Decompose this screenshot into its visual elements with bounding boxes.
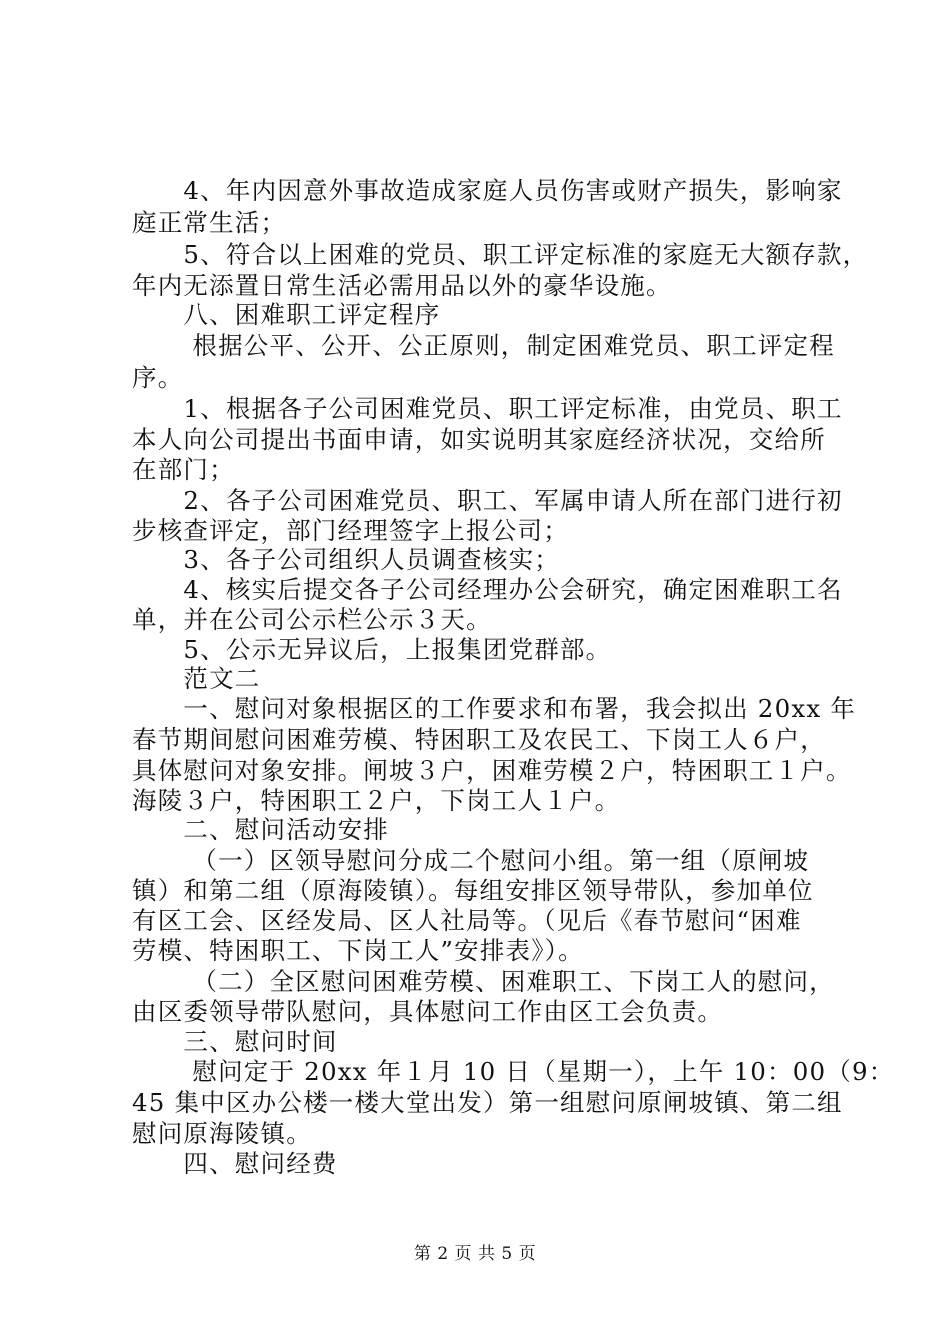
text-line: 庭正常生活；: [132, 208, 287, 237]
text-line: 序。: [132, 363, 184, 392]
section-heading: 二、慰问活动安排: [132, 815, 389, 844]
text-line: 4、核实后提交各子公司经理办公会研究，确定困难职工名: [132, 575, 843, 604]
text-line: 45 集中区办公楼一楼大堂出发）第一组慰问原闸坡镇、第二组: [132, 1088, 843, 1117]
section-heading: 范文二: [132, 664, 261, 693]
text-line: 3、各子公司组织人员调查核实；: [132, 545, 560, 574]
text-line: 在部门；: [132, 455, 235, 484]
text-line: 根据公平、公开、公正原则，制定困难党员、职工评定程: [132, 331, 835, 360]
text-line: 5、符合以上困难的党员、职工评定标准的家庭无大额存款，: [132, 240, 869, 269]
text-line: （二）全区慰问困难劳模、困难职工、下岗工人的慰问，: [132, 967, 835, 996]
text-line: 5、公示无异议后，上报集团党群部。: [132, 635, 612, 664]
text-line: 2、各子公司困难党员、职工、军属申请人所在部门进行初: [132, 486, 843, 515]
text-line: 1、根据各子公司困难党员、职工评定标准，由党员、职工: [132, 394, 843, 423]
text-line: 本人向公司提出书面申请，如实说明其家庭经济状况，交给所: [132, 425, 826, 454]
text-line: 单，并在公司公示栏公示３天。: [132, 605, 492, 634]
text-line: 步核查评定，部门经理签字上报公司；: [132, 516, 569, 545]
page-number-footer: 第 2 页 共 5 页: [413, 1244, 537, 1264]
section-heading: 四、慰问经费: [132, 1149, 338, 1178]
text-line: （一）区领导慰问分成二个慰问小组。第一组（原闸坡: [132, 846, 810, 875]
text-line: 4、年内因意外事故造成家庭人员伤害或财产损失，影响家: [132, 176, 843, 205]
text-line: 具体慰问对象安排。闸坡３户，困难劳模２户，特困职工１户。: [132, 756, 852, 785]
text-line: 慰问原海陵镇。: [132, 1119, 312, 1148]
section-heading: 八、困难职工评定程序: [132, 300, 441, 329]
text-line: 有区工会、区经发局、区人社局等。（见后《春节慰问“困难: [132, 906, 802, 935]
text-line: 年内无添置日常生活必需用品以外的豪华设施。: [132, 271, 672, 300]
text-line: 由区委领导带队慰问，具体慰问工作由区工会负责。: [132, 997, 724, 1026]
text-line: 劳模、特困职工、下岗工人”安排表》）。: [132, 936, 584, 965]
text-line: 海陵３户，特困职工２户，下岗工人１户。: [132, 786, 621, 815]
text-line: 镇）和第二组（原海陵镇）。每组安排区领导带队，参加单位: [132, 876, 814, 905]
text-line: 慰问定于 20xx 年１月 10 日（星期一），上午 10：00（9：: [132, 1057, 895, 1086]
text-line: 一、慰问对象根据区的工作要求和布署，我会拟出 20xx 年: [132, 694, 857, 723]
text-line: 春节期间慰问困难劳模、特困职工及农民工、下岗工人６户，: [132, 725, 826, 754]
section-heading: 三、慰问时间: [132, 1027, 338, 1056]
